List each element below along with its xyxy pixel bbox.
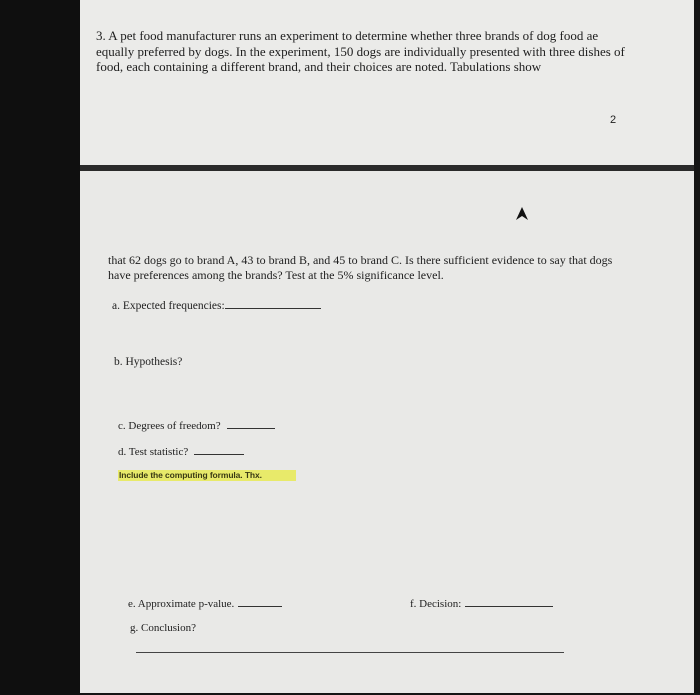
- mouse-cursor-icon: [515, 206, 529, 222]
- item-d-label: d. Test statistic?: [118, 446, 189, 458]
- page-top: [80, 0, 694, 165]
- background-table: [0, 0, 80, 695]
- item-c-answer-line[interactable]: [227, 427, 275, 429]
- item-e-p-value: [128, 598, 282, 610]
- item-a-answer-line[interactable]: [225, 307, 321, 309]
- item-a-expected-frequencies: [112, 300, 321, 312]
- item-e-label: e. Approximate p-value.: [128, 598, 235, 610]
- item-f-answer-line[interactable]: [465, 605, 553, 607]
- item-d-test-statistic: [118, 446, 244, 458]
- item-g-conclusion: [130, 622, 196, 634]
- item-g-label: g. Conclusion?: [130, 622, 196, 634]
- item-b-hypothesis: [114, 356, 182, 368]
- item-b-label: b. Hypothesis?: [114, 356, 183, 368]
- item-f-decision: [410, 598, 553, 610]
- item-c-degrees-of-freedom: [118, 420, 275, 432]
- conclusion-answer-line[interactable]: [136, 652, 564, 653]
- item-d-answer-line[interactable]: [194, 453, 244, 455]
- item-c-label: c. Degrees of freedom?: [118, 420, 221, 432]
- question-continued-text: that 62 dogs go to brand A, 43 to brand B, and 45 to brand C. Is there sufficient evidence to say that dogs have preferences among the brands? Test at the 5% significance level.: [108, 253, 613, 282]
- page-number: 2: [610, 114, 617, 126]
- item-f-label: f. Decision:: [410, 598, 462, 610]
- question-3-text: 3. A pet food manufacturer runs an experiment to determine whether three brands of dog food ae equally preferred by dogs. In the experiment, 150 dogs are individually presented with three dishes of food, each containing a different brand, and their choices are noted. Tabulations show: [96, 28, 625, 74]
- item-e-answer-line[interactable]: [238, 605, 282, 607]
- highlighted-note: Include the computing formula. Thx.: [119, 470, 262, 480]
- item-a-label: a. Expected frequencies:: [112, 300, 225, 312]
- page-bottom: [80, 171, 694, 693]
